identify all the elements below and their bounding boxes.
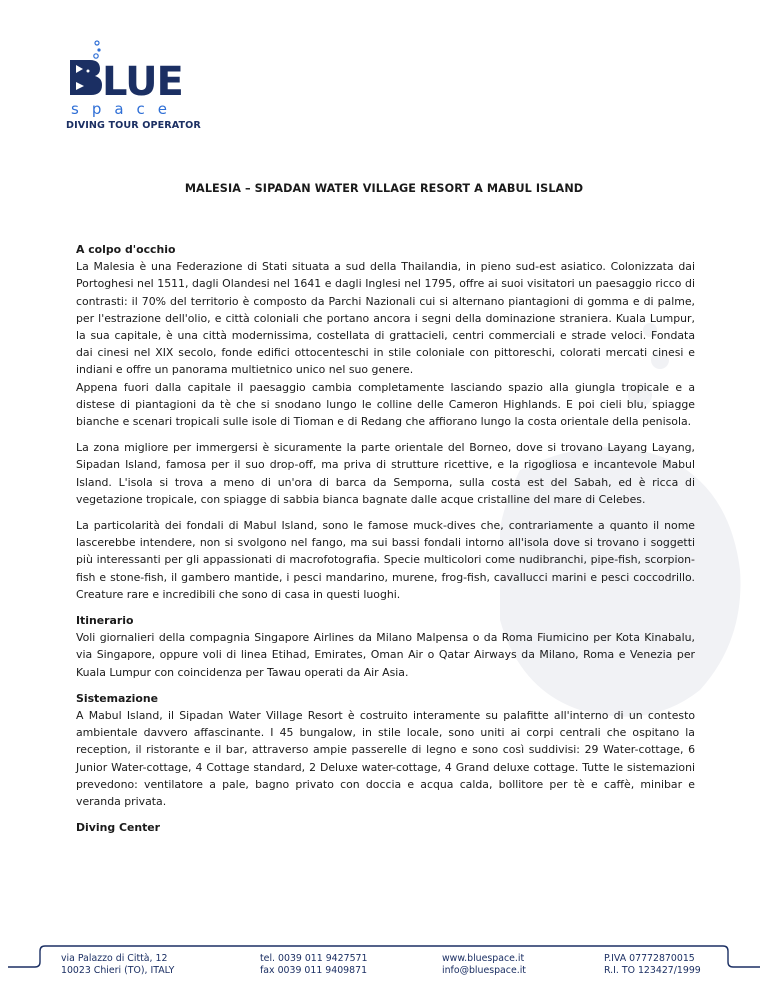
document-body: [76, 241, 695, 846]
paragraph: La particolarità dei fondali di Mabul Island, sono le famose muck-dives che, contrariamente a quanto il nome lascerebbe intendere, non si svolgono nel fango, ma sui bassi fondali intorno all'isola dove si trovano i soggetti più interessanti per gli appassionati di macrofotografia. Specie multicolori come nudibranchi, pipe-fish, scorpion-fish e stone-fish, il gambero mantide, i pesci mandarino, murene, frog-fish, cavallucci marini e pesci coccodrillo. Creature rare e incredibili che sono di casa in questi luoghi.: [76, 519, 695, 601]
bluespace-logo-mark: [66, 38, 196, 118]
footer-vat: P.IVA 07772870015: [604, 953, 695, 964]
footer-phone: [260, 953, 367, 976]
footer-address-line: 10023 Chieri (TO), ITALY: [61, 964, 175, 976]
paragraph: A Mabul Island, il Sipadan Water Village Resort è costruito interamente su palafitte all'interno di un contesto ambientale davvero affascinante. I 45 bungalow, in stile locale, sono uniti ai corpi centrali che ospitano la reception, il ristorante e il bar, attraverso ampie passerelle di legno e sono così suddivisi: 29 Water-cottage, 6 Junior Water-cottage, 4 Cottage standard, 2 Deluxe water-cottage, 4 Grand deluxe cottage. Tutte le sistemazioni prevedono: ventilatore a pale, bagno privato con doccia e acqua calda, bollitore per tè e caffè, minibar e veranda privata.: [76, 709, 695, 809]
footer-web: [442, 953, 526, 976]
paragraph: Voli giornalieri della compagnia Singapore Airlines da Milano Malpensa o da Roma Fiumicino per Kota Kinabalu, via Singapore, oppure voli di linea Etihad, Emirates, Oman Air o Qatar Airways da Milano, Roma e Venezia per Kuala Lumpur con coincidenza per Tawau operati da Air Asia.: [76, 631, 695, 679]
section-a-colpo-d-occhio: [76, 241, 695, 430]
section-itinerario: [76, 612, 695, 681]
footer-registry: R.I. TO 123427/1999: [604, 964, 701, 976]
paragraph: La zona migliore per immergersi è sicuramente la parte orientale del Borneo, dove si trovano Layang Layang, Sipadan Island, famosa per il suo drop-off, ma priva di strutture ricettive, e la rigogliosa e incantevole Mabul Island. L'isola si trova a meno di un'ora di barca da Semporna, sulla costa est del Sabah, ed è ricca di vegetazione tropicale, con spiagge di sabbia bianca bagnate dalle acque cristalline del mare di Celebes.: [76, 441, 695, 506]
svg-text:space: space: [71, 100, 181, 118]
logo-tagline: DIVING TOUR OPERATOR: [66, 120, 201, 131]
paragraph: Appena fuori dalla capitale il paesaggio cambia completamente lasciando spazio alla giungla tropicale e a distese di piantagioni da tè che si snodano lungo le colline delle Cameron Highlands. E poi cieli blu, spiagge bianche e scenari tropicali sulle isole di Tioman e di Redang che affiorano lungo la costa orientale della penisola.: [76, 380, 695, 429]
footer-website-link[interactable]: www.bluespace.it: [442, 953, 525, 964]
section-heading: A colpo d'occhio: [76, 243, 176, 256]
footer-address-line: via Palazzo di Città, 12: [61, 953, 168, 964]
footer-email-link[interactable]: info@bluespace.it: [442, 964, 526, 976]
footer-tel: tel. 0039 011 9427571: [260, 953, 368, 964]
section-diving-center: [76, 819, 695, 836]
svg-text:LUE: LUE: [102, 59, 183, 105]
footer-address: [61, 953, 174, 976]
document-title: MALESIA – SIPADAN WATER VILLAGE RESORT A MABUL ISLAND: [184, 182, 584, 195]
section-heading: Diving Center: [76, 821, 161, 835]
section-heading: Itinerario: [76, 614, 134, 628]
footer-legal: [604, 953, 701, 976]
section-heading: Sistemazione: [76, 691, 159, 705]
footer-fax: fax 0039 011 9409871: [260, 964, 368, 976]
section-sistemazione: [76, 690, 695, 810]
paragraph: La Malesia è una Federazione di Stati situata a sud della Thailandia, in pieno sud-est asiatico. Colonizzata dai Portoghesi nel 1511, dagli Olandesi nel 1641 e dagli Inglesi nel 1795, offre ai suoi visitatori un paesaggio ricco di contrasti: il 70% del territorio è composto da Parchi Nazionali cui si alternano piantagioni di gomma e di palme, per l'estrazione dell'olio, e città coloniali che portano ancora i segni della dominazione straniera. Kuala Lumpur, la sua capitale, è una città modernissima, costellata di grattacieli, centri commerciali e strade veloci. Fondata dai cinesi nel XIX secolo, fonde edifici ottocenteschi in stile coloniale con pittoreschi, colorati mercati cinesi e indiani e offre un panorama multietnico unico nel suo genere.: [76, 260, 695, 377]
bluespace-logo: [66, 38, 201, 134]
